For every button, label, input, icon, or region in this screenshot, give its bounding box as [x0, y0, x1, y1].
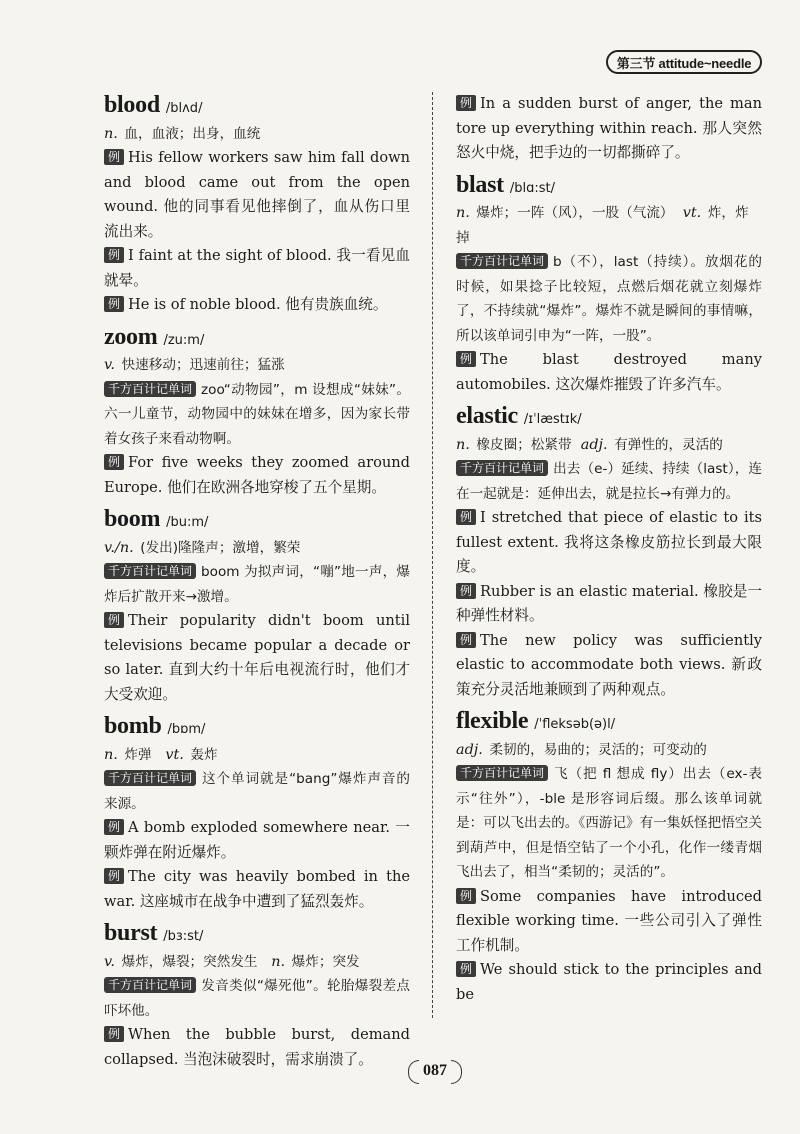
phonetic: /ˈfleksəb(ə)l/	[534, 717, 616, 732]
right-column	[456, 86, 762, 1007]
definition: 快速移动；迅速前往；猛涨	[121, 357, 285, 373]
example-sentence: 例 A bomb exploded somewhere near. 一颗炸弹在附近爆炸。	[104, 819, 410, 861]
example-badge: 例	[104, 149, 124, 165]
example-badge: 例	[104, 296, 124, 312]
example-badge: 例	[104, 1026, 124, 1042]
definition-line	[104, 950, 410, 975]
example-badge: 例	[104, 247, 124, 263]
definition: (发出)隆隆声；激增，繁荣	[140, 539, 301, 556]
memory-tip: 千方百计记单词 出去（e-）延续、持续（last），连在一起就是：延伸出去，就是拉长→有弹力的。	[456, 461, 762, 502]
memory-badge: 千方百计记单词	[104, 770, 196, 786]
example-sentence: 例 I faint at the sight of blood. 我一看见血就晕。	[104, 247, 410, 289]
phonetic: /zu:m/	[163, 332, 205, 348]
example-badge: 例	[456, 888, 476, 904]
definition: 柔韧的，易曲的；灵活的；可变动的	[489, 741, 707, 758]
example-sentence: 例 For five weeks they zoomed around Europe. 他们在欧洲各地穿梭了五个星期。	[104, 454, 410, 496]
example-badge: 例	[104, 612, 124, 628]
entry-zoom	[104, 322, 410, 501]
memory-badge: 千方百计记单词	[456, 765, 548, 781]
memory-tip: 千方百计记单词 发音类似“爆死他”。轮胎爆裂差点吓坏他。	[104, 978, 410, 1019]
entry-elastic	[456, 401, 762, 702]
part-of-speech: n.	[271, 953, 286, 970]
part-of-speech: adj.	[580, 436, 608, 453]
phonetic: /bu:m/	[166, 515, 209, 530]
example-badge: 例	[104, 454, 124, 470]
entry-burst	[104, 918, 410, 1072]
example-badge: 例	[456, 632, 476, 648]
headword: elastic	[456, 403, 518, 429]
example-sentence: 例 We should stick to the principles and be	[456, 961, 762, 1003]
memory-tip: 千方百计记单词 这个单词就是“bang”爆炸声音的来源。	[104, 771, 410, 812]
example-sentence: 例 I stretched that piece of elastic to its fullest extent. 我将这条橡皮筋拉长到最大限度。	[456, 509, 762, 575]
definition-line	[456, 433, 762, 458]
definition: 爆炸；突发	[291, 953, 360, 970]
definition-line	[456, 738, 762, 763]
definition: 轰炸	[190, 746, 218, 763]
definition: 炸弹	[124, 746, 152, 763]
memory-tip: 千方百计记单词 boom 为拟声词，“嘣”地一声，爆炸后扩散开来→激增。	[104, 564, 410, 605]
example-badge: 例	[104, 819, 124, 835]
definition: 血，血液；出身，血统	[124, 125, 261, 142]
definition: 炸，炸掉	[456, 205, 749, 246]
memory-badge: 千方百计记单词	[456, 460, 548, 476]
part-of-speech: vt.	[165, 746, 184, 763]
example-badge: 例	[456, 509, 476, 525]
part-of-speech: v.	[104, 357, 115, 373]
memory-badge: 千方百计记单词	[104, 977, 196, 993]
example-sentence: 例 The blast destroyed many automobiles. 这次爆炸摧毁了许多汽车。	[456, 351, 762, 393]
example-sentence: 例 Rubber is an elastic material. 橡胶是一种弹性材料。	[456, 582, 762, 624]
memory-badge: 千方百计记单词	[104, 563, 196, 579]
phonetic: /blʌd/	[165, 101, 203, 116]
example-sentence: 例 In a sudden burst of anger, the man tore up everything within reach. 那人突然怒火中烧，把手边的一切都撕碎了。	[456, 95, 762, 161]
definition: 爆炸；一阵（风），一股（气流）	[476, 205, 674, 221]
definition-line	[104, 743, 410, 768]
section-header: 第三节 attitude~needle	[606, 50, 762, 74]
definition-line	[104, 353, 410, 378]
example-sentence: 例 The new policy was sufficiently elastic to accommodate both views. 新政策充分灵活地兼顾到了两种观点。	[456, 631, 762, 698]
definition: 有弹性的，灵活的	[614, 436, 723, 453]
example-badge: 例	[456, 351, 476, 367]
phonetic: /blɑ:st/	[509, 180, 555, 196]
entry-bomb	[104, 711, 410, 914]
entry-flexible	[456, 706, 762, 1007]
entry-blast	[456, 170, 762, 398]
part-of-speech: v./n.	[104, 539, 134, 556]
definition: 爆炸，爆裂；突然发生	[121, 953, 258, 970]
part-of-speech: n.	[456, 436, 470, 453]
memory-badge: 千方百计记单词	[104, 381, 196, 397]
left-column	[104, 86, 410, 1072]
example-badge: 例	[456, 95, 476, 111]
example-sentence: 例 The city was heavily bombed in the war. 这座城市在战争中遭到了猛烈轰炸。	[104, 868, 410, 910]
example-badge: 例	[456, 961, 476, 977]
headword: blast	[456, 171, 504, 198]
part-of-speech: adj.	[456, 741, 483, 758]
example-sentence: 例 His fellow workers saw him fall down and blood came out from the open wound. 他的同事看见他摔倒了，血从伤口里流出来。	[104, 149, 410, 240]
column-divider	[432, 92, 433, 1018]
example-badge: 例	[456, 583, 476, 599]
definition: 橡皮圈；松紧带	[476, 436, 572, 453]
example-badge: 例	[104, 868, 124, 884]
definition-line	[456, 201, 762, 250]
memory-badge: 千方百计记单词	[456, 253, 548, 269]
headword: zoom	[104, 323, 158, 350]
page-number: 087	[408, 1058, 462, 1084]
memory-tip: 千方百计记单词 zoo“动物园”，m 设想成“妹妹”。六一儿童节，动物园中的妹妹在增多，因为家长带着女孩子来看动物啊。	[104, 381, 410, 447]
part-of-speech: v.	[104, 953, 115, 970]
phonetic: /ɪˈlæstɪk/	[523, 412, 582, 427]
example-sentence: 例 Some companies have introduced flexible working time. 一些公司引入了弹性工作机制。	[456, 887, 762, 954]
headword: boom	[104, 506, 161, 532]
definition-line	[104, 122, 410, 147]
phonetic: /bɜ:st/	[163, 929, 204, 944]
example-sentence: 例 Their popularity didn't boom until televisions became popular a decade or so later. 直到大约十年后电视流行时，他们才大受欢迎。	[104, 612, 410, 703]
headword: flexible	[456, 708, 529, 734]
entry-boom	[104, 504, 410, 707]
entry-blood	[104, 90, 410, 318]
phonetic: /bɒm/	[167, 722, 206, 737]
headword: blood	[104, 92, 160, 118]
memory-tip: 千方百计记单词 飞（把 fl 想成 fly）出去（ex-表示“往外”），-ble 是形容词后缀。那么该单词就是：可以飞出去的。《西游记》有一集妖怪把悟空关到葫芦中，但是悟空钻了一个小孔，化作一缕青烟飞出去了，相当“柔韧的；灵活的”。	[456, 766, 762, 880]
part-of-speech: vt.	[682, 205, 702, 221]
part-of-speech: n.	[456, 205, 470, 221]
definition-line	[104, 536, 410, 561]
part-of-speech: n.	[104, 125, 118, 142]
headword: bomb	[104, 713, 162, 739]
example-sentence: 例 When the bubble burst, demand collapsed. 当泡沫破裂时，需求崩溃了。	[104, 1026, 410, 1068]
headword: burst	[104, 920, 158, 946]
memory-tip: 千方百计记单词 b（不），last（持续）。放烟花的时候，如果捻子比较短，点燃后烟花就立刻爆炸了，不持续就“爆炸”。爆炸不就是瞬间的事情嘛，所以该单词引申为“一阵，一股”。	[456, 254, 762, 344]
part-of-speech: n.	[104, 746, 118, 763]
example-sentence: 例 He is of noble blood. 他有贵族血统。	[104, 293, 410, 318]
